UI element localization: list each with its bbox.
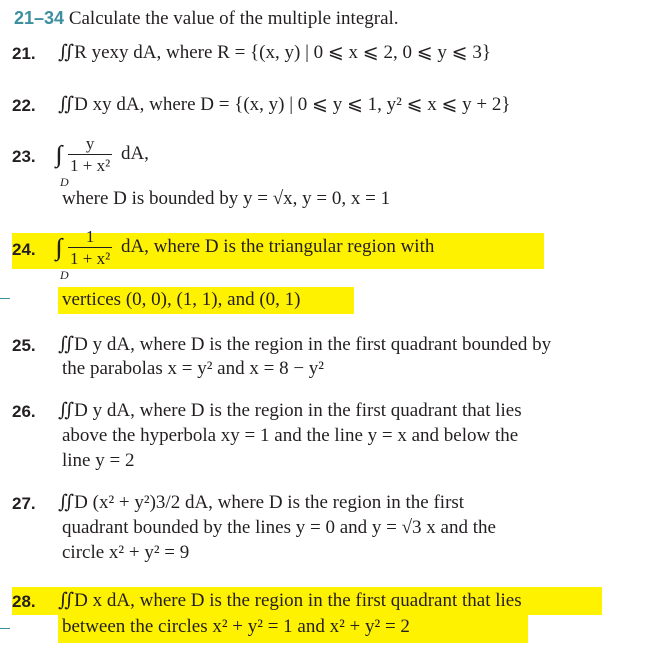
- problem-text: vertices (0, 0), (1, 1), and (0, 1): [62, 289, 301, 310]
- problem-number: 21.: [12, 44, 36, 63]
- problem-number: 28.: [12, 592, 36, 611]
- problem-text: between the circles x² + y² = 1 and x² + y² = 2: [62, 616, 410, 637]
- problem-text: dA,: [120, 142, 149, 164]
- problem-number: 27.: [12, 494, 36, 513]
- integrand-fraction: $\frac{y}{\text{1 + x²}}$: [70, 134, 111, 175]
- problem-text: circle x² + y² = 9: [62, 542, 190, 563]
- problem-integral: D $\frac{y}{\text{1 + x²}}$ dA,: [60, 134, 149, 189]
- problem-text: ∬D xy dA, where D = {(x, y) | 0 ⩽ y ⩽ 1, y² ⩽ x ⩽ y + 2}: [58, 94, 511, 115]
- exercise-instruction: Calculate the value of the multiple integral.: [68, 8, 399, 29]
- problem-number: 22.: [12, 96, 36, 115]
- problem-text: line y = 2: [62, 450, 135, 471]
- problem-text: where D is bounded by y = √x, y = 0, x = 1: [62, 188, 391, 209]
- exercise-range: 21–34: [14, 8, 65, 28]
- integrand-fraction: $\frac{1}{\text{1 + x²}}$: [70, 227, 111, 268]
- margin-marker: [0, 298, 10, 299]
- problem-text: the parabolas x = y² and x = 8 − y²: [62, 358, 324, 379]
- problem-text: quadrant bounded by the lines y = 0 and y = √3 x and the: [62, 517, 496, 538]
- problem-number: 25.: [12, 336, 36, 355]
- exercise-header: [14, 8, 399, 30]
- problem-number: 23.: [12, 147, 36, 166]
- problem-text: ∬D x dA, where D is the region in the first quadrant that lies: [58, 590, 522, 611]
- margin-marker: [0, 628, 10, 629]
- problem-text: ∬D (x² + y²)3/2 dA, where D is the region in the first: [58, 492, 465, 513]
- problem-number: 26.: [12, 402, 36, 421]
- problem-text: dA, where D is the triangular region with: [120, 235, 435, 257]
- problem-integral: D $\frac{1}{\text{1 + x²}}$ dA, where D is the triangular region with: [60, 227, 435, 282]
- problem-text: ∬D y dA, where D is the region in the first quadrant bounded by: [58, 334, 552, 355]
- problem-text: ∬D y dA, where D is the region in the first quadrant that lies: [58, 400, 522, 421]
- problem-number: 24.: [12, 240, 36, 259]
- problem-text: ∬R yexy dA, where R = {(x, y) | 0 ⩽ x ⩽ 2, 0 ⩽ y ⩽ 3}: [58, 42, 491, 63]
- problem-text: above the hyperbola xy = 1 and the line y = x and below the: [62, 425, 519, 446]
